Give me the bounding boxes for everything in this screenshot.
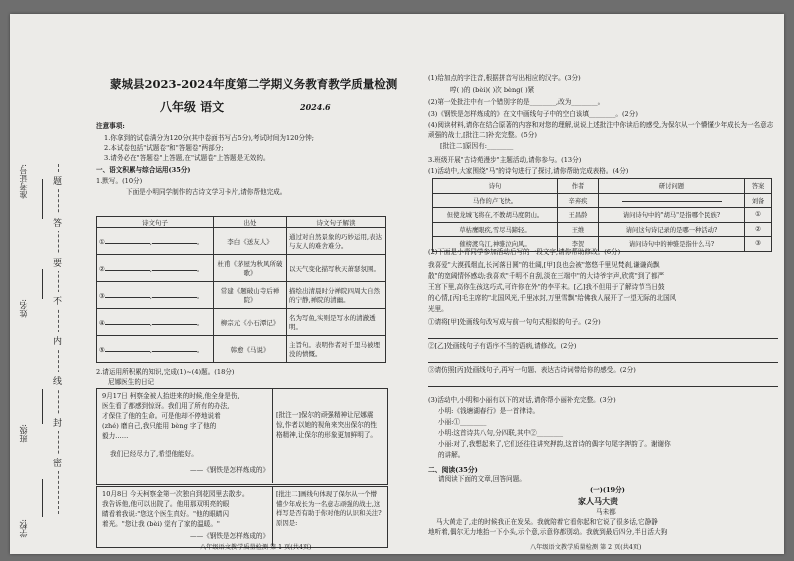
col-header: 出处 <box>214 217 287 228</box>
row-number: ③ <box>99 291 105 300</box>
poem-cell: 草枯鹰眼疾,雪尽马蹄轻。 <box>433 222 558 237</box>
answer-cell[interactable]: ① <box>745 208 772 223</box>
answer-cell[interactable]: ③ <box>745 237 772 252</box>
row-source: 韩愈《马说》 <box>214 336 287 363</box>
table-row <box>433 222 772 237</box>
page-footer-left: 八年级语文教学质量检测 第 1 页(共4页) <box>200 544 312 551</box>
annotation-1: [批注一]保尔的顽强精神让尼娜震惊,作者以她的视角来突出保尔的性格精神,让保尔的形象更加鲜明了。 <box>276 411 378 439</box>
page-1 <box>10 14 400 554</box>
row-note: 通过对自然景象的巧妙运用,表达与友人的难舍难分。 <box>287 228 386 255</box>
q2-4: (4)阅读材料,请你在结合原著的内容和对您的理解,说说上述批注中你读后的感受,为保尔从一个懵懂少年成长为一名意志顽强的战士,[批注二]补充完整。(5分) <box>428 121 774 139</box>
table-row <box>97 228 386 255</box>
diary-line: 睛看着我说:"您这个医生真好。"他的眼睛闪 <box>102 510 229 518</box>
row-note: 名为写鱼,实则是写水的清澈透明。 <box>287 309 386 336</box>
poem-cell: 催榜渡乌江,神骓泣向风。 <box>433 237 558 252</box>
row-number: ② <box>99 264 105 273</box>
diary-source: ——《钢铁是怎样炼成的》 <box>190 532 270 540</box>
answer-blank[interactable]: ③ , 。 <box>97 282 214 309</box>
diary-line: 毅力…… <box>102 432 129 440</box>
exam-no-line[interactable] <box>42 179 43 219</box>
diary-line: 着光。"您让我 (bèi) 觉有了家的温暖。" <box>102 520 220 528</box>
passage-line: 王宫下里,高你生孩这巧式,可许你在外"的李平末。[乙]我不但用于了解诗节当日鼓 <box>428 283 665 291</box>
page-footer-right: 八年级语文教学质量检测 第 2 页(共4页) <box>530 544 642 551</box>
note2-fill[interactable]: [批注二]原因有:________ <box>440 142 514 150</box>
sub-heading: (一)(19分) <box>590 486 625 494</box>
poem-cell: 马作的卢飞快。 <box>433 193 558 208</box>
question-cell: 请问这句诗记录的是哪一种活动? <box>599 222 745 237</box>
row-note: 描绘出清晨时分禅院四周大自然的宁静,禅院的清幽。 <box>287 282 386 309</box>
passage-line: 的心情,[丙]毛主席的"北国风光,千里冰封,万里雪飘"给佛我人展开了一望无际的北国风 <box>428 294 677 302</box>
table-row <box>97 255 386 282</box>
q2-1: (1)给加点的字注音,根据拼音写出相应的汉字。(3分) <box>428 74 581 82</box>
q1-intro: 下面是小明同学制作的古诗文学习卡片,请你帮他完成。 <box>126 188 287 196</box>
answer-blank[interactable]: ④ , 。 <box>97 309 214 336</box>
annotation-2: [批注二]画线句体现了保尔从一个懵懂少年成长为一名意志顽强的战士,这样写是否有助于你对他的认识和关注?原因是: <box>276 490 382 527</box>
exam-sheet <box>10 14 784 554</box>
article-line: 地听着,偶尔无力地抬一下小头,示个意,示意你都别动。我就到最后四分,半日活大狗 <box>428 528 668 536</box>
author-cell: 王昌龄 <box>558 208 599 223</box>
name-line[interactable] <box>42 269 43 299</box>
exam-date: 2024.6 <box>300 102 331 112</box>
poem-cell: 但使龙城飞将在,不教胡马度阴山。 <box>433 208 558 223</box>
box-divider <box>272 486 273 546</box>
article-title: 家人马大责 <box>578 496 618 506</box>
author-cell: 李贺 <box>558 237 599 252</box>
row-number: ① <box>99 237 105 246</box>
answer-cell[interactable]: 刘备 <box>745 193 772 208</box>
answer-line[interactable] <box>428 338 778 339</box>
seal-word: 答 <box>53 214 62 231</box>
question-cell: 请问诗句中的"胡马"是指哪个民族? <box>599 208 745 223</box>
passage-line: 散"的宽阔情怀感动;我喜欢"千明不自刮,淡在三端中"的大诗爷宇声,欣赏"到了都严 <box>428 272 665 280</box>
diary-line: 才保住了他的生命。可是他却不停地说着 <box>102 412 221 420</box>
dialogue-line: 小丽:对了,我想起来了,它们还往往讲究押韵,这首诗的偶字句尾字押韵了。谢谢你 <box>438 440 671 448</box>
question-cell[interactable] <box>599 193 745 208</box>
diary-source: ——《钢铁是怎样炼成的》 <box>190 466 270 474</box>
diary-line: 9月17日 柯察金被人抬进来的时候,他全身是伤, <box>102 392 240 400</box>
q3-3: (3)活动中,小明和小丽有以下的对话,请你帮小丽补充完整。(3分) <box>428 396 616 404</box>
fix-b: ②[乙]处画线句子有语序不当的语病,请修改。(2分) <box>428 342 577 350</box>
note-item: 2.本试卷包括"试题卷"和"答题卷"两部分; <box>104 144 224 152</box>
part1-heading: 一、语文积累与综合运用(35分) <box>96 166 191 174</box>
author-cell: 王维 <box>558 222 599 237</box>
q3-label: 3.班级开展"古诗苑漫步"主题活动,请你参与。(13分) <box>428 156 582 164</box>
table-row <box>97 309 386 336</box>
name-label: 姓名: <box>19 299 28 318</box>
table-row <box>433 208 772 223</box>
table-row <box>97 282 386 309</box>
diary-line: 医生看了都感到惊讶。我们用了所有的办法, <box>102 402 230 410</box>
dialogue-line[interactable]: 小明:这首诗共八句,分四联,其中②________ <box>438 429 564 437</box>
seal-word: 密 <box>53 454 62 471</box>
table-row <box>433 193 772 208</box>
binding-margin <box>10 14 78 554</box>
part2-intro: 请阅读下面的文章,回答问题。 <box>438 475 526 483</box>
diary-line: 10月8日 今天柯察金第一次独自到花园里去散步。 <box>102 490 249 498</box>
seal-word: 不 <box>53 292 62 309</box>
row-note: 以天气变化描写秋天萧瑟氛围。 <box>287 255 386 282</box>
fix-a: ①请将[甲]处画线句改写成与前一句句式相似的句子。(2分) <box>428 318 601 326</box>
question-cell: 请问诗句中的神骓是指什么马? <box>599 237 745 252</box>
note-item: 1.你拿到的试卷满分为120分(其中卷面书写占5分),考试时间为120分钟; <box>104 134 314 142</box>
answer-cell[interactable]: ② <box>745 222 772 237</box>
exam-title: 蒙城县2023-2024年度第二学期义务教育教学质量检测 <box>110 77 398 91</box>
col-header: 研讨问题 <box>599 179 745 194</box>
col-header: 诗文句子解读 <box>287 217 386 228</box>
school-line[interactable] <box>42 479 43 517</box>
note-item: 3.请务必在"答题卷"上答题,在"试题卷"上答题是无效的。 <box>104 154 270 162</box>
row-source: 李白《送友人》 <box>214 228 287 255</box>
fix-c: ③请仿照[丙]处画线句子,再写一句题、表达古诗词带给你的感受。(2分) <box>428 366 636 374</box>
poem-card-table <box>96 216 386 363</box>
row-source: 杜甫《茅屋为秋风所破歌》 <box>214 255 287 282</box>
article-line: 马大黄走了,走的时候我正在发呆。我就陪着它看你起和它说了很多话,它静静 <box>436 518 658 526</box>
answer-blank[interactable]: ② , 。 <box>97 255 214 282</box>
box-divider <box>272 388 273 483</box>
seal-word: 封 <box>53 414 62 431</box>
q1-label: 1.默写。(10分) <box>96 177 143 185</box>
col-header: 诗句 <box>433 179 558 194</box>
passage-line: 我喜爱"大漠孤烟直,长河落日圆"的壮阔,[甲]良也会被"悠悠千里见梵刹,谦谦尚飘 <box>428 261 660 269</box>
dialogue-line[interactable]: 小丽:①________ <box>438 418 487 426</box>
diary-line: 我们已经尽力了,希望他能好。 <box>110 450 198 458</box>
row-source: 柳宗元《小石潭记》 <box>214 309 287 336</box>
grade-subject: 八年级 语文 <box>160 100 225 114</box>
part2-heading: 二、阅读(35分) <box>428 466 478 474</box>
seal-word: 要 <box>53 254 62 271</box>
row-number: ⑤ <box>99 345 105 354</box>
answer-line[interactable] <box>428 386 778 387</box>
diary-line: (zhé) 磨自己,我只能用 bèng 字了他的 <box>102 422 217 430</box>
row-source: 常建《题破山寺后禅院》 <box>214 282 287 309</box>
col-header: 作者 <box>558 179 599 194</box>
article-author: 马未都 <box>596 508 616 516</box>
q3-1: (1)活动中,大家围绕"马"的诗句进行了探讨,请你帮助完成表格。(4分) <box>428 167 629 175</box>
pinyin-line[interactable]: 哼( )的 (bèi)( )次 bèng( )紧 <box>450 86 535 94</box>
dialogue-line: 的讲解。 <box>438 451 465 459</box>
table-row <box>97 336 386 363</box>
col-header: 答案 <box>745 179 772 194</box>
notes-heading: 注意事项: <box>96 122 125 130</box>
horse-poem-table <box>432 178 772 252</box>
dialogue-line: 小明:《钱塘湖春行》是一首律诗。 <box>438 407 540 415</box>
answer-blank[interactable]: ① , 。 <box>97 228 214 255</box>
answer-line[interactable] <box>428 362 778 363</box>
exam-no-label: 准考证号: <box>19 164 28 199</box>
class-label: 班级: <box>19 424 28 443</box>
school-label: 学校: <box>19 519 28 538</box>
class-line[interactable] <box>42 389 43 424</box>
diary-title: 尼娜医生的日记 <box>108 378 155 386</box>
diary-line: 我告诉他,他可以出院了。他用那双明亮的眼 <box>102 500 230 508</box>
q2-3: (3)《钢铁是怎样炼成的》在文中画线句子中的空白该填________。(2分) <box>428 110 638 118</box>
q2-2: (2)第一处批注中有一个错别字的是________,改为________。 <box>428 98 605 106</box>
passage-line: 光里。 <box>428 305 448 313</box>
q2-label: 2.请运用所积累的知识,完成(1)~(4)题。(18分) <box>96 368 235 376</box>
row-number: ④ <box>99 318 105 327</box>
seal-word: 题 <box>53 172 62 189</box>
answer-blank[interactable]: ⑤ , 。 <box>97 336 214 363</box>
author-cell: 辛弃疾 <box>558 193 599 208</box>
seal-word: 内 <box>53 332 62 349</box>
q3-2: (2)下面是小青同学参加活动后写的一段文字,请你帮助修改。(6分) <box>428 248 621 256</box>
seal-word: 线 <box>53 372 62 389</box>
col-header: 诗文句子 <box>97 217 214 228</box>
row-note: 主旨句。表明作者对千里马被埋没的愤慨。 <box>287 336 386 363</box>
